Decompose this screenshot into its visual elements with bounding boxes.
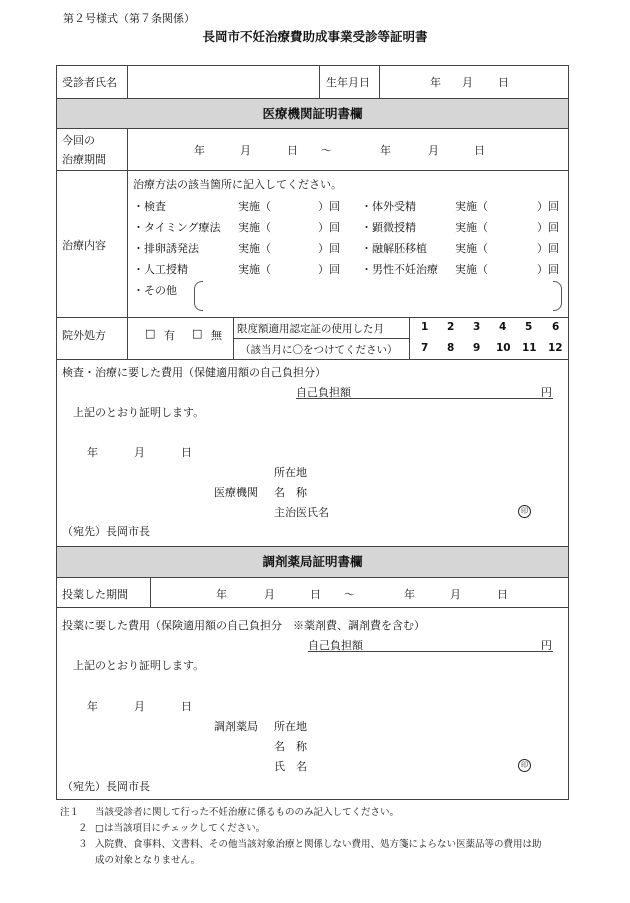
dob-year: 年: [430, 76, 441, 89]
item-ivf: ・体外受精: [361, 200, 416, 213]
ph-to-day: 日: [497, 588, 508, 601]
month-8[interactable]: 8: [447, 342, 455, 354]
period-label-line2: 治療期間: [62, 153, 106, 166]
pharmacy-section-title: 調剤薬局証明書欄: [57, 547, 568, 577]
ph-cert-month: 月: [134, 700, 145, 713]
month-3[interactable]: 3: [473, 321, 481, 333]
month-12[interactable]: 12: [548, 342, 563, 354]
ph-self-pay-amount-field[interactable]: [368, 635, 538, 651]
divider: [56, 317, 569, 318]
dob-day: 日: [498, 76, 509, 89]
content-instruction: 治療方法の該当箇所に記入してください。: [133, 178, 342, 191]
jisshi-label: 実施（: [455, 263, 488, 276]
note-3-line1: 入院費、食事料、文書料、その他当該対象治療と関係しない費用、処方箋によらない医薬品等の費用は助: [95, 839, 542, 850]
count-field-timing[interactable]: [272, 217, 316, 233]
cert-months-note: （該当月に〇をつけてください）: [240, 344, 398, 356]
kai-label: ）回: [537, 242, 559, 255]
seal-icon: 印: [518, 759, 531, 772]
note-3-line2: 成の対象となりません。: [95, 855, 201, 866]
ph-from-year: 年: [216, 588, 227, 601]
kai-label: ）回: [318, 200, 340, 213]
divider: [56, 359, 569, 360]
month-2[interactable]: 2: [447, 321, 455, 333]
checkbox-no[interactable]: □: [192, 327, 203, 340]
cert-day: 日: [181, 446, 192, 459]
divider: [56, 607, 569, 608]
dob-label: 生年月日: [326, 76, 370, 89]
month-9[interactable]: 9: [473, 342, 481, 354]
label-yes: 有: [164, 329, 175, 342]
address-label: 所在地: [274, 466, 307, 479]
medical-section-title: 医療機関証明書欄: [57, 99, 568, 128]
item-male-infertility: ・男性不妊治療: [361, 263, 438, 276]
month-4[interactable]: 4: [499, 321, 507, 333]
from-year: 年: [194, 144, 205, 157]
dosing-period-label: 投薬した期間: [62, 588, 128, 601]
pharmacy-label: 調剤薬局: [214, 720, 258, 733]
month-6[interactable]: 6: [552, 321, 560, 333]
org-name-label: 名 称: [274, 486, 307, 499]
ph-name-label: 名 称: [274, 740, 307, 753]
content-label: 治療内容: [62, 239, 106, 252]
other-treatment-field[interactable]: [204, 282, 550, 308]
to-day: 日: [474, 144, 485, 157]
month-5[interactable]: 5: [525, 321, 533, 333]
ph-self-pay-label: 自己負担額: [308, 639, 363, 652]
divider: [319, 65, 320, 98]
bracket-left: [194, 281, 203, 311]
treatment-period-field[interactable]: [128, 129, 568, 169]
dob-field[interactable]: [380, 66, 568, 97]
ph-certify-text: 上記のとおり証明します。: [73, 659, 205, 672]
kai-label: ）回: [318, 263, 340, 276]
kai-label: ）回: [537, 263, 559, 276]
month-10[interactable]: 10: [496, 342, 511, 354]
to-year: 年: [380, 144, 391, 157]
note-1: 当該受診者に関して行った不妊治療に係るもののみ記入してください。: [95, 807, 400, 818]
jisshi-label: 実施（: [455, 242, 488, 255]
item-artificial: ・人工授精: [133, 263, 188, 276]
count-field-ovulation[interactable]: [272, 238, 316, 254]
item-timing: ・タイミング療法: [133, 221, 221, 234]
cert-year: 年: [87, 446, 98, 459]
ph-self-pay-underline: [308, 651, 553, 652]
count-field-icsi[interactable]: [489, 217, 535, 233]
month-7[interactable]: 7: [421, 342, 429, 354]
month-1[interactable]: 1: [421, 321, 429, 333]
divider: [56, 170, 569, 171]
item-other: ・その他: [133, 284, 177, 297]
count-field-artificial[interactable]: [272, 259, 316, 275]
count-field-kensa[interactable]: [272, 196, 316, 212]
divider: [409, 317, 410, 359]
cert-month: 月: [134, 446, 145, 459]
item-kensa: ・検査: [133, 200, 166, 213]
kai-label: ）回: [537, 200, 559, 213]
item-frozen-transfer: ・融解胚移植: [361, 242, 427, 255]
addressee: （宛先）長岡市長: [62, 525, 150, 538]
item-ovulation: ・排卵誘発法: [133, 242, 199, 255]
certify-text: 上記のとおり証明します。: [73, 406, 205, 419]
jisshi-label: 実施（: [238, 221, 271, 234]
pharmacy-cost-label: 投薬に要した費用（保険適用額の自己負担分 ※薬剤費、調剤費を含む）: [62, 619, 425, 632]
tilde: 〜: [321, 144, 332, 157]
count-field-male[interactable]: [489, 259, 535, 275]
label-no: 無: [211, 329, 222, 342]
jisshi-label: 実施（: [238, 242, 271, 255]
item-icsi: ・顕微授精: [361, 221, 416, 234]
kai-label: ）回: [318, 242, 340, 255]
dob-month: 月: [462, 76, 473, 89]
jisshi-label: 実施（: [455, 221, 488, 234]
count-field-ivf[interactable]: [489, 196, 535, 212]
note-1-prefix: 注１: [60, 807, 80, 818]
self-pay-underline: [296, 398, 553, 399]
month-11[interactable]: 11: [522, 342, 537, 354]
jisshi-label: 実施（: [238, 263, 271, 276]
self-pay-label: 自己負担額: [296, 386, 351, 399]
yen-label: 円: [541, 386, 552, 399]
bracket-right: [553, 281, 562, 311]
ph-to-year: 年: [404, 588, 415, 601]
medical-cost-label: 検査・治療に要した費用（保健適用額の自己負担分）: [62, 366, 326, 379]
ph-cert-year: 年: [87, 700, 98, 713]
page-title: 長岡市不妊治療費助成事業受診等証明書: [202, 29, 428, 44]
cert-months-label: 限度額適用認定証の使用した月: [237, 323, 384, 335]
from-month: 月: [240, 144, 251, 157]
patient-name-field[interactable]: [128, 66, 318, 97]
self-pay-amount-field[interactable]: [356, 382, 538, 398]
patient-name-label: 受診者氏名: [62, 76, 117, 89]
dosing-period-field[interactable]: [151, 578, 568, 606]
jisshi-label: 実施（: [238, 200, 271, 213]
form-number: 第２号様式（第７条関係）: [63, 12, 195, 25]
doctor-label: 主治医氏名: [274, 506, 329, 519]
tilde: 〜: [344, 588, 355, 601]
ph-cert-day: 日: [181, 700, 192, 713]
ph-to-month: 月: [450, 588, 461, 601]
note-2: □は当該項目にチェックしてください。: [95, 823, 266, 834]
ph-yen-label: 円: [541, 639, 552, 652]
ph-address-label: 所在地: [274, 720, 307, 733]
from-day: 日: [287, 144, 298, 157]
kai-label: ）回: [318, 221, 340, 234]
ph-person-label: 氏 名: [274, 760, 307, 773]
period-label-line1: 今回の: [62, 134, 95, 147]
seal-icon: 印: [518, 505, 531, 518]
ph-from-day: 日: [310, 588, 321, 601]
org-label: 医療機関: [214, 486, 258, 499]
count-field-frozen[interactable]: [489, 238, 535, 254]
ph-from-month: 月: [264, 588, 275, 601]
ph-addressee: （宛先）長岡市長: [62, 780, 150, 793]
kai-label: ）回: [537, 221, 559, 234]
divider: [233, 338, 409, 339]
note-3-prefix: ３: [78, 839, 88, 850]
to-month: 月: [428, 144, 439, 157]
divider: [127, 317, 128, 359]
outside-rx-label: 院外処方: [62, 329, 106, 342]
note-2-prefix: ２: [78, 823, 88, 834]
jisshi-label: 実施（: [455, 200, 488, 213]
checkbox-yes[interactable]: □: [145, 327, 156, 340]
